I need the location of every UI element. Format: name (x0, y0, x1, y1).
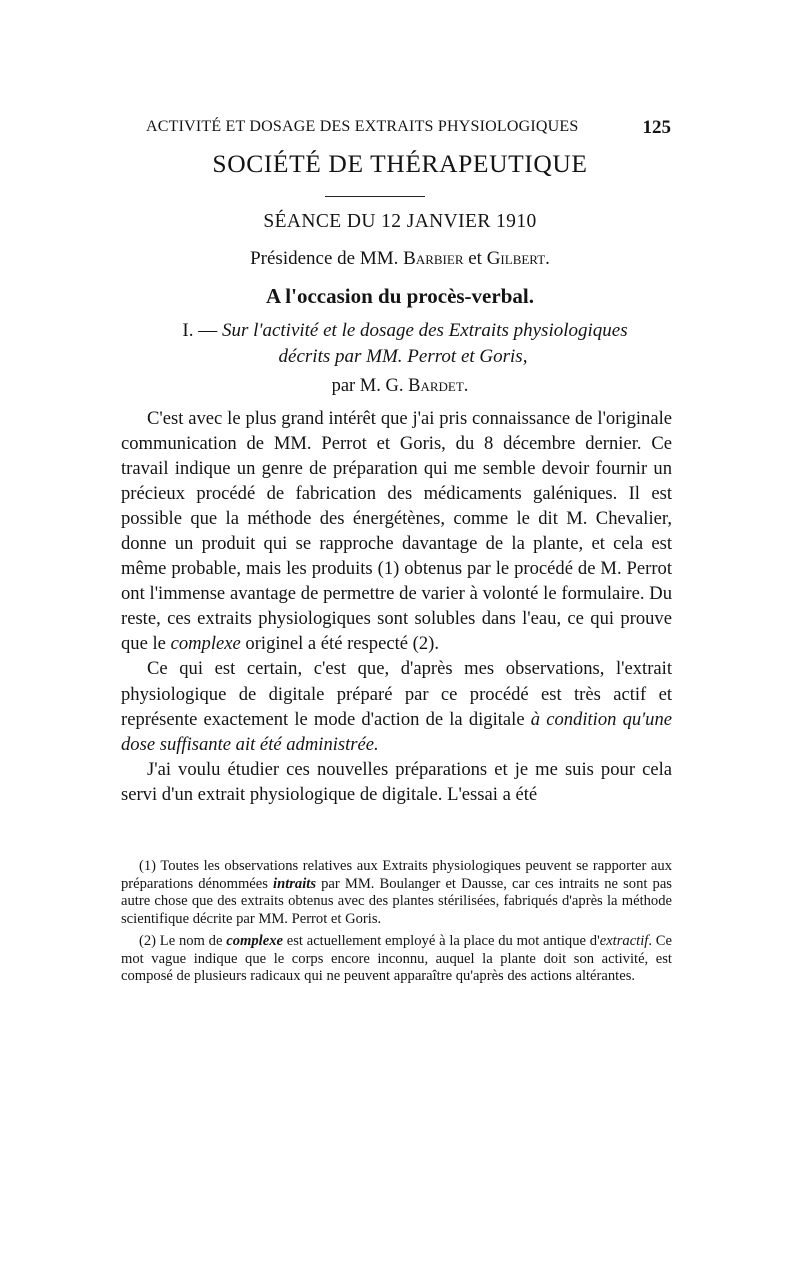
presidence-joiner: et (463, 248, 487, 269)
heading-rule (325, 196, 425, 197)
presidence-suffix: . (545, 248, 550, 269)
section-heading: A l'occasion du procès-verbal. (266, 284, 534, 308)
footnote-text: (2) Le nom de (139, 932, 227, 949)
paragraph-text: originel a été respecté (2). (240, 633, 439, 655)
footnote-emphasis: complexe (226, 932, 283, 949)
byline-author: Bardet (408, 376, 464, 396)
byline-prefix: par M. G. (331, 376, 409, 396)
running-title: ACTIVITÉ ET DOSAGE DES EXTRAITS PHYSIOLOGIQUES (146, 118, 579, 135)
paragraph (121, 757, 672, 807)
footnotes (121, 858, 672, 990)
presidence-prefix: Présidence de MM. (250, 248, 404, 269)
article-number: I. — (182, 320, 222, 341)
running-head (146, 118, 671, 140)
president-name-2: Gilbert (486, 248, 546, 269)
footnote-1 (121, 858, 672, 929)
paragraph-emphasis: à condition qu'une dose suffisante ait été administrée. (121, 708, 672, 755)
page-number: 125 (642, 117, 671, 138)
paragraph (121, 406, 672, 656)
society-heading: SOCIÉTÉ DE THÉRAPEUTIQUE (212, 149, 588, 178)
paragraph-emphasis: complexe (170, 633, 241, 655)
paragraph-text: J'ai voulu étudier ces nouvelles préparations et je me suis pour cela servi d'un extrait physiologique de digitale. L'essai a été (121, 758, 672, 805)
footnote-text: est actuellement employé à la place du mot antique d' (282, 932, 600, 949)
president-name-1: Barbier (403, 248, 464, 269)
footnote-emphasis: intraits (273, 875, 317, 892)
article-title-text-1: Sur l'activité et le dosage des Extraits physiologiques (221, 320, 628, 341)
session-heading: SÉANCE DU 12 JANVIER 1910 (263, 211, 537, 232)
article-title-line-1 (5, 320, 800, 342)
footnote-text: . Ce mot vague indique que le corps encore inconnu, auquel la plante doit son activité, est composé de plusieurs radicaux qui ne peuvent apparaître qu'après des actions altérantes. (121, 932, 672, 985)
article-title-line-2: décrits par MM. Perrot et Goris, (278, 346, 528, 367)
body-text (121, 406, 672, 807)
paragraph-text: C'est avec le plus grand intérêt que j'ai pris connaissance de l'originale communication de MM. Perrot et Goris, du 8 décembre dernier. Ce travail indique un genre de préparation qui me semble devoir fournir un précieux procédé de fabrication des médicaments galéniques. Il est possible que la méthode des énergétènes, comme le dit M. Chevalier, donne un produit qui se rapproche davantage de la plante, et cela est même probable, mais les produits (1) obtenus par le procédé de M. Perrot ont l'immense avantage de permettre de varier à volonté le formulaire. Du reste, ces extraits physiologiques sont solubles dans l'eau, ce qui prouve que le (121, 408, 672, 655)
footnote-2 (121, 933, 672, 986)
article-byline (0, 376, 800, 397)
byline-suffix: . (463, 376, 469, 396)
footnote-emphasis: extractif (599, 932, 649, 949)
presidence-line (0, 248, 800, 270)
footnote-text: (1) Toutes les observations relatives aux Extraits physiologiques peuvent se rapporter aux préparations dénommées (121, 858, 672, 892)
paragraph-text: Ce qui est certain, c'est que, d'après mes observations, l'extrait physiologique de digitale préparé par ce procédé est très actif et représente exactement le mode d'action de la digitale (121, 658, 672, 730)
footnote-text: par MM. Boulanger et Dausse, car ces intraits ne sont pas autre chose que des extraits obtenus avec des plantes stérilisées, fabriqués d'après la méthode scientifique décrite par MM. Perrot et Goris. (121, 875, 672, 928)
paragraph (121, 656, 672, 756)
